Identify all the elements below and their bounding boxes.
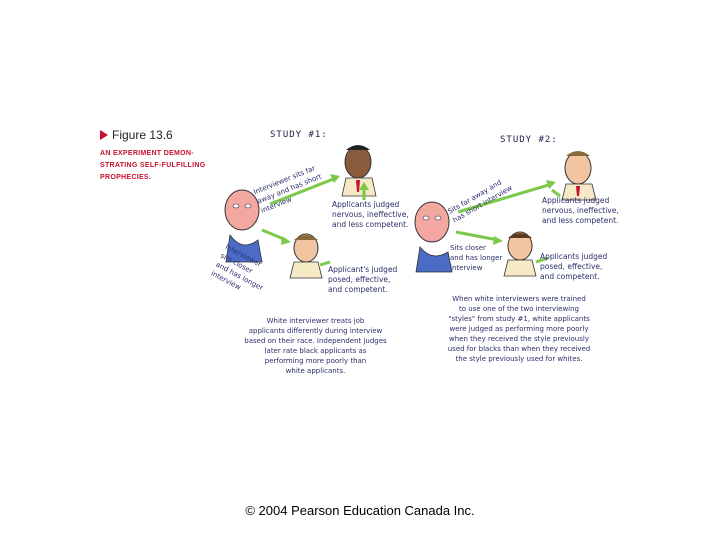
study1-left-note: Interviewer sits closer and has longer interview bbox=[209, 242, 265, 293]
study2-judged-negative: Applicants judged nervous, ineffective, and less competent. bbox=[542, 196, 619, 225]
study1-top-note: Interviewer sits far away and has short interview bbox=[252, 164, 323, 215]
applicant-figure-study2-top bbox=[562, 151, 596, 200]
interviewer-figure-study2 bbox=[415, 202, 452, 272]
study2-summary: When white interviewers were trained to use one of the two interviewing "styles" from study #1, white applicants were judged as performing more poorly when they received the style previously used for blacks than when they received the style previously used for whites. bbox=[447, 295, 591, 363]
study1-judged-negative: Applicants judged nervous, ineffective, and less competent. bbox=[332, 200, 409, 229]
figure-subtitle-line: AN EXPERIMENT DEMON- bbox=[100, 150, 194, 157]
study2-far-note: Sits far away and has short interview bbox=[446, 178, 514, 225]
study1-judged-positive: Applicant's judged posed, effective, and competent. bbox=[328, 265, 398, 294]
figure-title-text: Figure 13.6 bbox=[112, 128, 173, 142]
study2-close-note: Sits closer and has longer interview bbox=[450, 244, 503, 272]
study2-judged-positive: Applicants judged posed, effective, and competent. bbox=[540, 252, 608, 281]
applicant-figure-study1-bottom bbox=[290, 234, 322, 278]
applicant-figure-study2-bottom bbox=[504, 232, 536, 276]
study1-label: STUDY #1: bbox=[270, 130, 328, 140]
applicant-figure-study1-top bbox=[342, 145, 376, 196]
figure-subtitle-line: PROPHECIES. bbox=[100, 174, 152, 181]
figure-subtitle-line: STRATING SELF-FULFILLING bbox=[100, 162, 206, 169]
copyright-footer: © 2004 Pearson Education Canada Inc. bbox=[245, 503, 475, 518]
arrow-study1-to-bottom bbox=[262, 230, 291, 245]
study2-label: STUDY #2: bbox=[500, 135, 558, 145]
study1-summary: White interviewer treats job applicants differently during interview based on their race. Independent judges later rate black applicants as performing more poorly than white applicants. bbox=[244, 317, 387, 375]
